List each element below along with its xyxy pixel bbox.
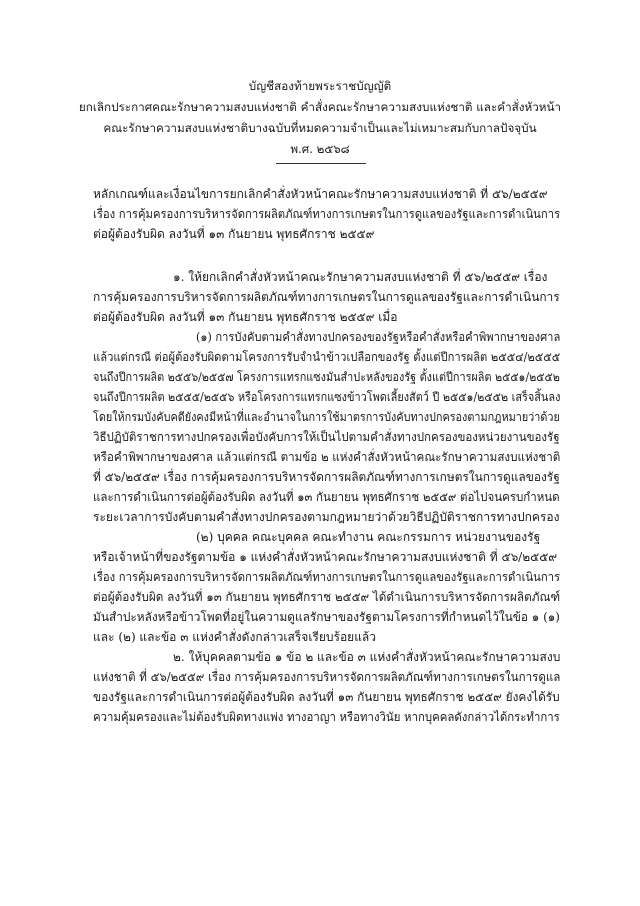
header-subtitle-line-1: ยกเลิกประกาศคณะรักษาความสงบแห่งชาติ คำสั่งคณะรักษาความสงบแห่งชาติ และคำสั่งหัวหน้า: [78, 100, 562, 114]
item1-line-6: วิธีปฏิบัติราชการทางปกครองเพื่อบังคับการให้เป็นไปตามคำสั่งทางปกครองของหน่วยงานของรัฐ: [93, 430, 560, 444]
header-title: บัญชีสองท้ายพระราชบัญญัติ: [248, 79, 392, 93]
section2-line-3: ของรัฐและการดำเนินการต่อผู้ต้องรับผิด ลงวันที่ ๑๓ กันยายน พุทธศักราช ๒๕๕๙ ยังคงได้รับ: [93, 690, 560, 704]
item1-line-1: (๑) การบังคับตามคำสั่งทางปกครองของรัฐหรือคำสั่งหรือคำพิพากษาของศาล: [196, 330, 561, 344]
item1-line-4: จนถึงปีการผลิต ๒๕๕๕/๒๕๕๖ หรือโครงการแทรกแซงข้าวโพดเลี้ยงสัตว์ ปี ๒๕๕๑/๒๕๕๒ เสร็จสิ้นลง: [93, 390, 561, 404]
item1-line-2: แล้วแต่กรณี ต่อผู้ต้องรับผิดตามโครงการรับจำนำข้าวเปลือกของรัฐ ตั้งแต่ปีการผลิต ๒๕๕๔/๒๕๕๕: [93, 350, 561, 364]
item1-line-5: โดยให้กรมบังคับคดียังคงมีหน้าที่และอำนาจในการใช้มาตรการบังคับทางปกครองตามกฎหมายว่าด้วย: [93, 410, 560, 424]
item2-line-3: เรื่อง การคุ้มครองการบริหารจัดการผลิตภัณฑ์ทางการเกษตรในการดูแลของรัฐและการดำเนินการ: [93, 570, 561, 584]
header-year: พ.ศ. ๒๕๖๘: [290, 142, 350, 156]
section1-line-2: การคุ้มครองการบริหารจัดการผลิตภัณฑ์ทางการเกษตรในการดูแลของรัฐและการดำเนินการ: [93, 290, 560, 304]
item2-line-5: มันสำปะหลังหรือข้าวโพดที่อยู่ในความดูแลรักษาของรัฐตามโครงการที่กำหนดไว้ในข้อ ๑ (๑): [93, 610, 560, 624]
header-subtitle-line-2: คณะรักษาความสงบแห่งชาติบางฉบับที่หมดความจำเป็นและไม่เหมาะสมกับกาลปัจจุบัน: [103, 121, 537, 135]
item1-line-3: จนถึงปีการผลิต ๒๕๕๖/๒๕๕๗ โครงการแทรกแซงมันสำปะหลังของรัฐ ตั้งแต่ปีการผลิต ๒๕๕๑/๒๕๕๒: [93, 370, 560, 384]
section1-line-1: ๑. ให้ยกเลิกคำสั่งหัวหน้าคณะรักษาความสงบแห่งชาติ ที่ ๕๖/๒๕๕๙ เรื่อง: [173, 270, 548, 284]
principle-line-2: เรื่อง การคุ้มครองการบริหารจัดการผลิตภัณฑ์ทางการเกษตรในการดูแลของรัฐและการดำเนินการ: [93, 207, 561, 221]
principle-line-3: ต่อผู้ต้องรับผิด ลงวันที่ ๑๓ กันยายน พุทธศักราช ๒๕๕๙: [93, 227, 375, 241]
section2-line-2: แห่งชาติ ที่ ๕๖/๒๕๕๙ เรื่อง การคุ้มครองการบริหารจัดการผลิตภัณฑ์ทางการเกษตรในการดูแล: [93, 670, 561, 684]
header-divider: [276, 163, 366, 164]
item1-line-8: ที่ ๕๖/๒๕๕๙ เรื่อง การคุ้มครองการบริหารจัดการผลิตภัณฑ์ทางการเกษตรในการดูแลของรัฐ: [93, 470, 560, 484]
item2-line-6: และ (๒) และข้อ ๓ แห่งคำสั่งดังกล่าวเสร็จเรียบร้อยแล้ว: [93, 630, 377, 644]
document-header: [0, 76, 640, 160]
item1-line-7: หรือคำพิพากษาของศาล แล้วแต่กรณี ตามข้อ ๒ แห่งคำสั่งหัวหน้าคณะรักษาความสงบแห่งชาติ: [93, 450, 561, 464]
section2-line-4: ความคุ้มครองและไม่ต้องรับผิดทางแพ่ง ทางอาญา หรือทางวินัย หากบุคคลดังกล่าวได้กระทำการ: [93, 710, 560, 724]
item2-line-2: หรือเจ้าหน้าที่ของรัฐตามข้อ ๑ แห่งคำสั่งหัวหน้าคณะรักษาความสงบแห่งชาติ ที่ ๕๖/๒๕๕๙: [93, 550, 558, 564]
item2-line-1: (๒) บุคคล คณะบุคคล คณะทำงาน คณะกรรมการ หน่วยงานของรัฐ: [196, 530, 541, 544]
item2-line-4: ต่อผู้ต้องรับผิด ลงวันที่ ๑๓ กันยายน พุทธศักราช ๒๕๕๙ ได้ดำเนินการบริหารจัดการผลิตภัณฑ์: [93, 590, 561, 604]
section2-line-1: ๒. ให้บุคคลตามข้อ ๑ ข้อ ๒ และข้อ ๓ แห่งคำสั่งหัวหน้าคณะรักษาความสงบ: [173, 650, 561, 664]
item1-line-9: และการดำเนินการต่อผู้ต้องรับผิด ลงวันที่ ๑๓ กันยายน พุทธศักราช ๒๕๕๙ ต่อไปจนครบกำหนด: [93, 490, 560, 504]
item1-line-10: ระยะเวลาการบังคับตามคำสั่งทางปกครองตามกฎหมายว่าด้วยวิธีปฏิบัติราชการทางปกครอง: [93, 510, 560, 524]
section1-line-3: ต่อผู้ต้องรับผิด ลงวันที่ ๑๓ กันยายน พุทธศักราช ๒๕๕๙ เมื่อ: [93, 310, 398, 324]
principle-line-1: หลักเกณฑ์และเงื่อนไขการยกเลิกคำสั่งหัวหน้าคณะรักษาความสงบแห่งชาติ ที่ ๕๖/๒๕๕๙: [93, 187, 548, 201]
